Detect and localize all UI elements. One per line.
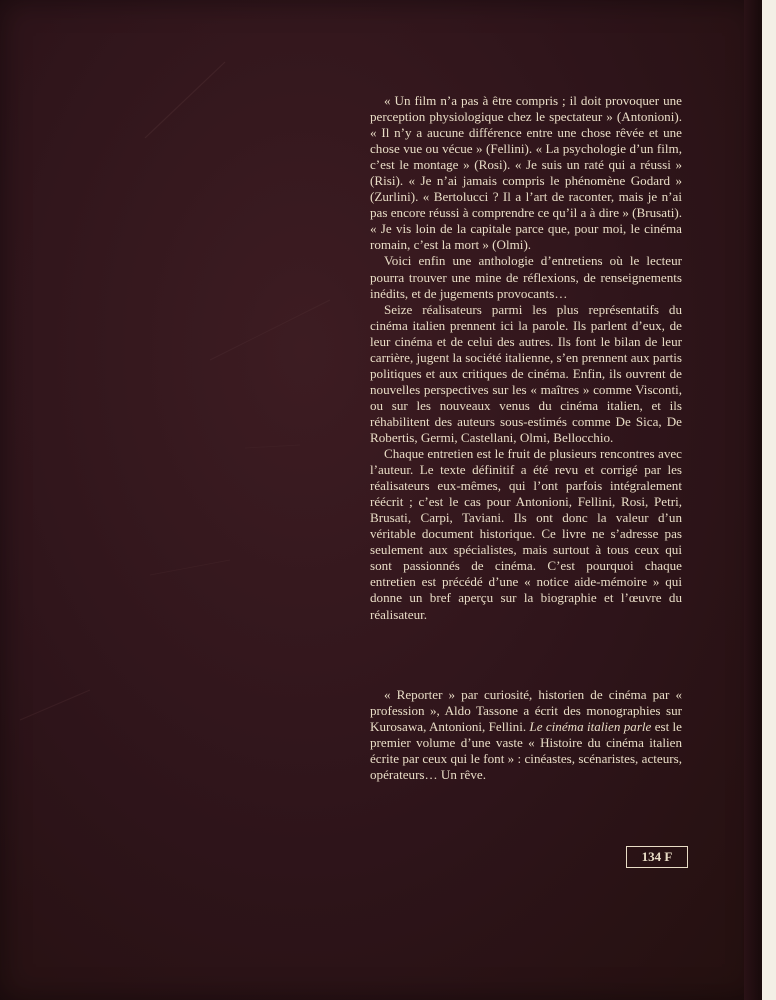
- blurb-text: [370, 93, 682, 623]
- bio-text-before: « Reporter » par curiosité, historien de cinéma par « profession », Aldo Tassone a écrit des monographies sur Kurosawa, Antonioni, Fellini.: [370, 687, 682, 735]
- price-box: 134 F: [626, 846, 688, 868]
- blurb-paragraph-quotes: « Un film n’a pas à être compris ; il doit provoquer une perception physiologique chez le spectateur » (Antonioni). « Il n’y a aucune différence entre une chose rêvée et une chose vue ou vécue » (Fellini). « La psychologie d’un film, c’est le montage » (Rosi). « Je suis un raté qui a réussi » (Risi). « Je n’ai jamais compris le phénomène Godard » (Zurlini). « Bertolucci ? Il a l’art de raconter, mais je n’ai pas encore réussi à comprendre ce qu’il a à dire » (Brusati). « Je vis loin de la capitale parce que, pour moi, le cinéma romain, c’est la mort » (Olmi).: [370, 93, 682, 253]
- blurb-paragraph-anthology: Voici enfin une anthologie d’entretiens où le lecteur pourra trouver une mine de réflexions, de renseignements inédits, et de jugements provocants…: [370, 253, 682, 301]
- blurb-paragraph-directors: Seize réalisateurs parmi les plus représentatifs du cinéma italien prennent ici la parole. Ils parlent d’eux, de leur cinéma et de celui des autres. Ils font le bilan de leur carrière, jugent la société italienne, s’en prennent aux partis politiques et aux critiques de cinéma. Enfin, ils ouvrent de nouvelles perspectives sur les « maîtres » comme Visconti, ou sur les nouveaux venus du cinéma italien, et ils réhabilitent des auteurs sous-estimés comme De Sica, De Robertis, Germi, Castellani, Olmi, Bellocchio.: [370, 301, 682, 445]
- author-bio-paragraph: [370, 687, 682, 783]
- blurb-paragraph-interviews: Chaque entretien est le fruit de plusieurs rencontres avec l’auteur. Le texte définitif a été revu et corrigé par les réalisateurs eux-mêmes, qui l’ont parfois intégralement réécrit ; c’est le cas pour Antonioni, Fellini, Rosi, Petri, Brusati, Carpi, Taviani. Ils ont donc la valeur d’un véritable document historique. Ce livre ne s’adresse pas seulement aux spécialistes, mais surtout à tous ceux qui sont passionnés de cinéma. C’est pourquoi chaque entretien est précédé d’une « notice aide-mémoire » qui donne un bref aperçu sur la biographie et l’œuvre du réalisateur.: [370, 446, 682, 622]
- author-bio: [370, 687, 682, 783]
- bio-book-title: Le cinéma italien parle: [529, 719, 652, 735]
- bio-text-after: est le premier volume d’une vaste « Histoire du cinéma italien écrite par ceux qui le font » : cinéastes, scénaristes, acteurs, opérateurs… Un rêve.: [370, 719, 682, 783]
